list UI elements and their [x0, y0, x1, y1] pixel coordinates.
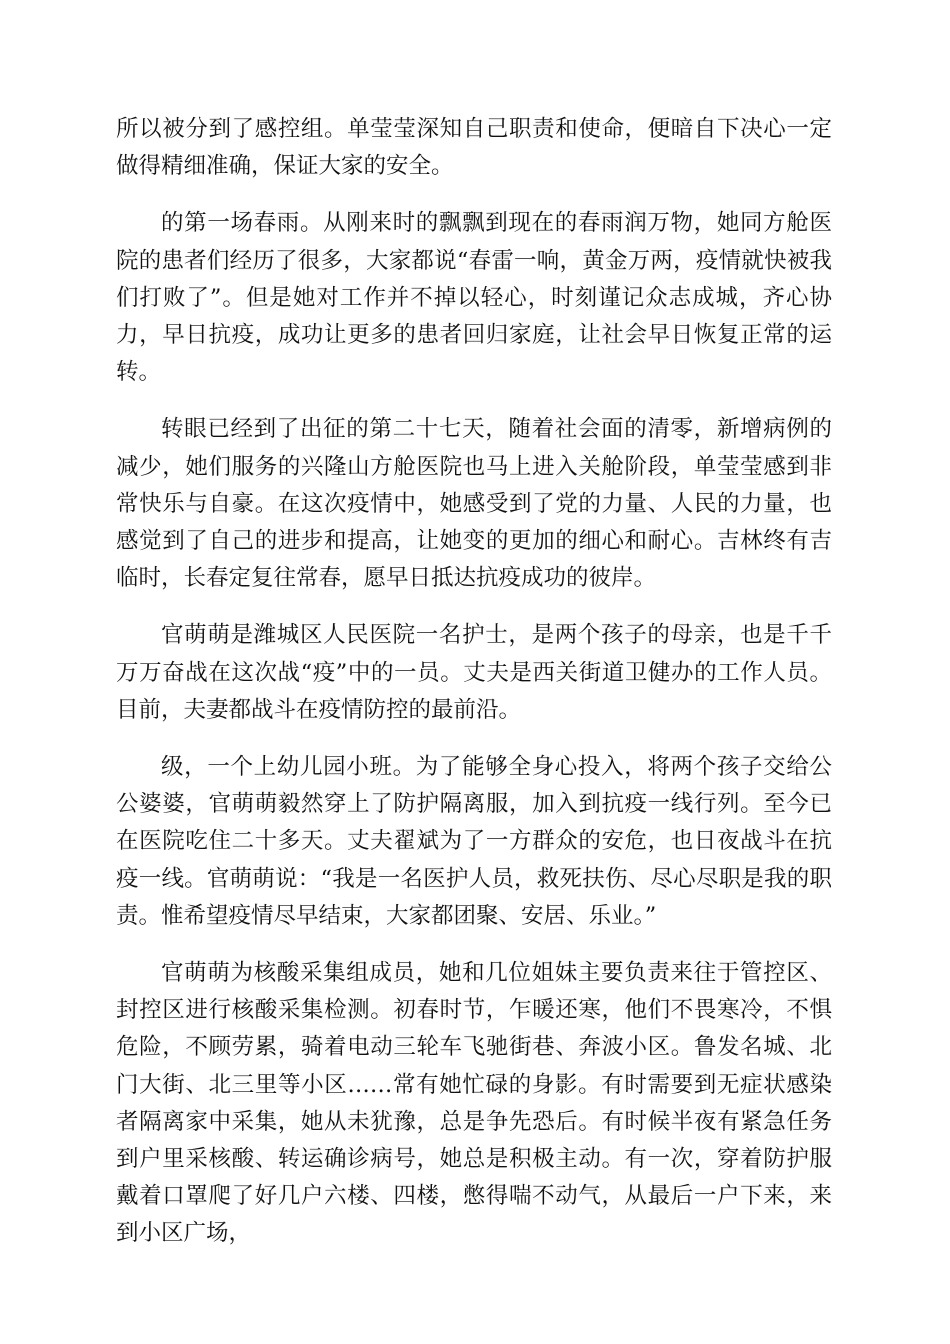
paragraph: 所以被分到了感控组。单莹莹深知自己职责和使命，便暗自下决心一定做得精细准确，保证大家的安全。: [116, 116, 832, 180]
paragraph: 官萌萌为核酸采集组成员，她和几位姐妹主要负责来往于管控区、封控区进行核酸采集检测。初春时节，乍暖还寒，他们不畏寒冷，不惧危险，不顾劳累，骑着电动三轮车飞驰街巷、奔波小区。鲁发名城、北门大街、北三里等小区……常有她忙碌的身影。有时需要到无症状感染者隔离家中采集，她从未犹豫，总是争先恐后。有时候半夜有紧急任务到户里采核酸、转运确诊病号，她总是积极主动。有一次，穿着防护服戴着口罩爬了好几户六楼、四楼，憋得喘不动气，从最后一户下来，来到小区广场，: [116, 960, 832, 1247]
document-page: [116, 111, 832, 1273]
paragraph: 级，一个上幼儿园小班。为了能够全身心投入，将两个孩子交给公公婆婆，官萌萌毅然穿上了防护隔离服，加入到抗疫一线行列。至今已在医院吃住二十多天。丈夫翟斌为了一方群众的安危，也日夜战斗在抗疫一线。官萌萌说：“我是一名医护人员，救死扶伤、尽心尽职是我的职责。惟希望疫情尽早结束，大家都团聚、安居、乐业。”: [116, 754, 832, 929]
paragraph: 转眼已经到了出征的第二十七天，随着社会面的清零，新增病例的减少，她们服务的兴隆山方舱医院也马上进入关舱阶段，单莹莹感到非常快乐与自豪。在这次疫情中，她感受到了党的力量、人民的力量，也感觉到了自己的进步和提高，让她变的更加的细心和耐心。吉林终有吉临时，长春定复往常春，愿早日抵达抗疫成功的彼岸。: [116, 416, 832, 592]
paragraph: 官萌萌是潍城区人民医院一名护士，是两个孩子的母亲，也是千千万万奋战在这次战“疫”中的一员。丈夫是西关街道卫健办的工作人员。目前，夫妻都战斗在疫情防控的最前沿。: [116, 622, 832, 723]
paragraph: 的第一场春雨。从刚来时的飘飘到现在的春雨润万物，她同方舱医院的患者们经历了很多，大家都说“春雷一响，黄金万两，疫情就快被我们打败了”。但是她对工作并不掉以轻心，时刻谨记众志成城，齐心协力，早日抗疫，成功让更多的患者回归家庭，让社会早日恢复正常的运转。: [116, 210, 832, 386]
